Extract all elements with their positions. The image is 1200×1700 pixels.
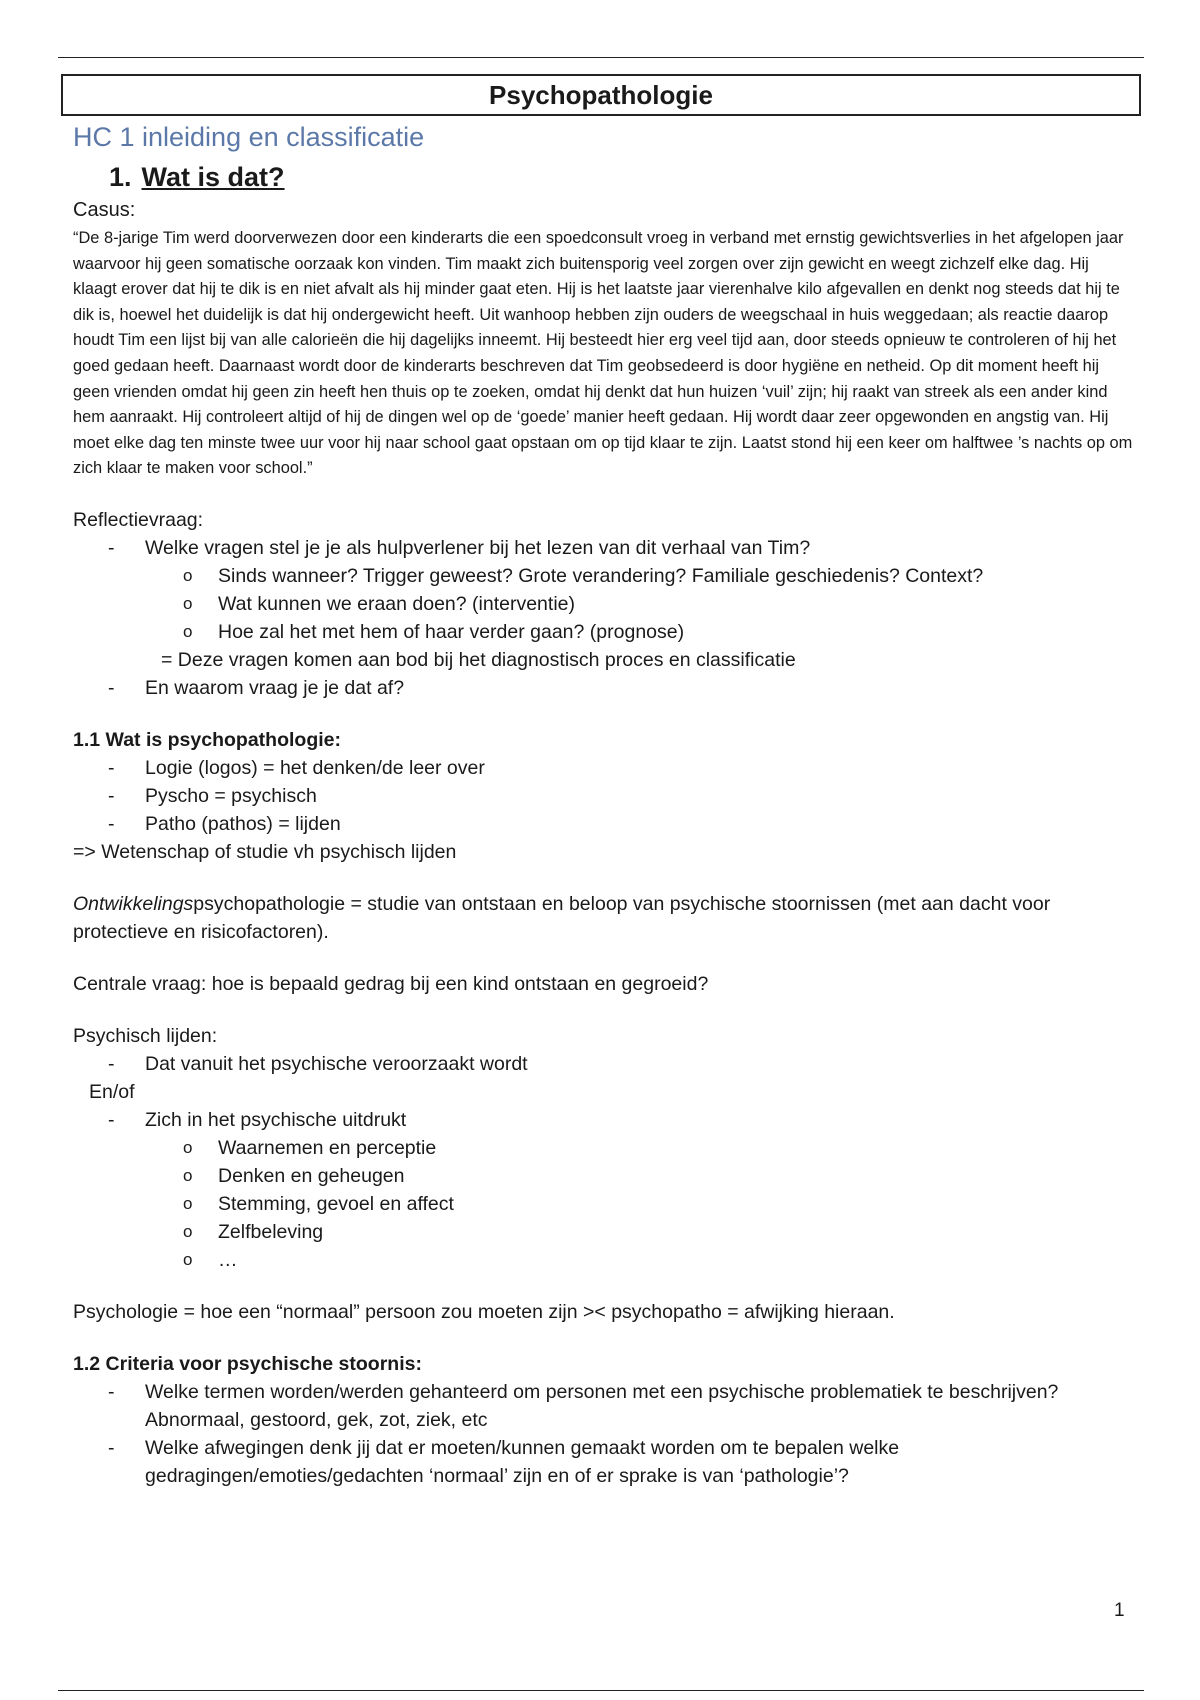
definition-item: Patho (pathos) = lijden bbox=[145, 812, 341, 835]
bottom-rule bbox=[58, 1690, 1144, 1691]
lijden-sub-item: Stemming, gevoel en affect bbox=[218, 1192, 454, 1215]
dash-bullet: - bbox=[108, 1436, 115, 1459]
reflectie-question-1: Welke vragen stel je je als hulpverlener bij het lezen van dit verhaal van Tim? bbox=[145, 536, 811, 559]
dash-bullet: - bbox=[108, 756, 115, 779]
list-item bbox=[73, 1190, 1137, 1218]
lijden-item: Zich in het psychische uitdrukt bbox=[145, 1108, 407, 1131]
criteria-item: Welke afwegingen denk jij dat er moeten/kunnen gemaakt worden om te bepalen welke gedragingen/emoties/gedachten ‘normaal’ zijn en of er sprake is van ‘pathologie’? bbox=[145, 1436, 900, 1487]
section-1-1-conclusion: => Wetenschap of studie vh psychisch lijden bbox=[73, 840, 457, 863]
document-body bbox=[73, 196, 1137, 1490]
circle-bullet: o bbox=[183, 621, 193, 641]
list-item bbox=[73, 1434, 1137, 1490]
lijden-label: Psychisch lijden: bbox=[73, 1024, 218, 1047]
section-1-2-heading: 1.2 Criteria voor psychische stoornis: bbox=[73, 1352, 422, 1375]
hc-heading: HC 1 inleiding en classificatie bbox=[73, 122, 425, 152]
page-number: 1 bbox=[1114, 1600, 1125, 1621]
circle-bullet: o bbox=[183, 1165, 193, 1185]
ontwikkelings-rest: psychopathologie = studie van ontstaan en beloop van psychische stoornissen (met aan dacht voor protectieve en risicofactoren). bbox=[73, 892, 1051, 943]
dash-bullet: - bbox=[108, 1380, 115, 1403]
lijden-sub-item: Waarnemen en perceptie bbox=[218, 1136, 437, 1159]
circle-bullet: o bbox=[183, 1221, 193, 1241]
list-item bbox=[73, 562, 1137, 590]
definition-item: Logie (logos) = het denken/de leer over bbox=[145, 756, 485, 779]
list-item bbox=[73, 810, 1137, 838]
list-item bbox=[73, 1106, 1137, 1134]
circle-bullet: o bbox=[183, 1193, 193, 1213]
casus-text: “De 8-jarige Tim werd doorverwezen door een kinderarts die een spoedconsult vroeg in verband met ernstig gewichtsverlies in het afgelopen jaar waarvoor hij geen somatische oorzaak kon vinden. Tim maakt zich buitensporig veel zorgen over zijn gewicht en weegt zichzelf elke dag. Hij klaagt erover dat hij te dik is en niet afvalt als hij minder gaat eten. Hij is het laatste jaar vierenhalve kilo afgevallen en denkt nog steeds dat hij te dik is, hoewel het duidelijk is dat hij ondergewicht heeft. Uit wanhoop hebben zijn ouders de weegschaal in huis weggedaan; als reactie daarop houdt Tim een lijst bij van alle calorieën die hij dagelijks inneemt. Hij besteedt hier erg veel tijd aan, door steeds opnieuw te controleren of hij het goed gedaan heeft. Daarnaast wordt door de kinderarts beschreven dat Tim geobsedeerd is door hygiëne en netheid. Op dit moment heeft hij geen vrienden omdat hij geen zin heeft hen thuis op te zoeken, omdat hij denkt dat hun huizen ‘vuil’ zijn; hij raakt van streek als een ander kind hem aanraakt. Hij controleert altijd of hij de dingen wel op de ‘goede’ manier heeft gedaan. Hij wordt daar zeer opgewonden en angstig van. Hij moet elke dag ten minste twee uur voor hij naar school gaat opstaan om op tijd klaar te zijn. Laatst stond hij een keer om halftwee ’s nachts op om zich klaar te maken voor school.” bbox=[73, 229, 1133, 478]
psychologie-line: Psychologie = hoe een “normaal” persoon zou moeten zijn >< psychopatho = afwijking hieraan. bbox=[73, 1300, 895, 1323]
ontwikkelings-paragraph bbox=[73, 890, 1137, 946]
document-title: Psychopathologie bbox=[61, 74, 1141, 116]
reflectie-conclusion: = Deze vragen komen aan bod bij het diagnostisch proces en classificatie bbox=[161, 648, 796, 671]
dash-bullet: - bbox=[108, 536, 115, 559]
spacer bbox=[73, 702, 1137, 726]
spacer bbox=[73, 998, 1137, 1022]
list-item bbox=[73, 782, 1137, 810]
lijden-sub-item: Zelfbeleving bbox=[218, 1220, 324, 1243]
list-item bbox=[73, 534, 1137, 562]
circle-bullet: o bbox=[183, 565, 193, 585]
list-item bbox=[73, 1246, 1137, 1274]
ontwikkelings-italic: Ontwikkelings bbox=[73, 892, 194, 915]
definition-item: Pyscho = psychisch bbox=[145, 784, 317, 807]
spacer bbox=[73, 946, 1137, 970]
dash-bullet: - bbox=[108, 1108, 115, 1131]
circle-bullet: o bbox=[183, 1249, 193, 1269]
circle-bullet: o bbox=[183, 593, 193, 613]
dash-bullet: - bbox=[108, 1052, 115, 1075]
spacer bbox=[73, 866, 1137, 890]
lijden-en-of: En/of bbox=[89, 1080, 135, 1103]
list-item bbox=[73, 754, 1137, 782]
list-item bbox=[73, 1134, 1137, 1162]
section-1-1-heading: 1.1 Wat is psychopathologie: bbox=[73, 728, 341, 751]
section-1-heading bbox=[109, 162, 285, 193]
reflectie-question-2: En waarom vraag je je dat af? bbox=[145, 676, 405, 699]
list-item bbox=[73, 1378, 1137, 1434]
top-rule bbox=[58, 57, 1144, 58]
list-item bbox=[73, 590, 1137, 618]
centrale-vraag: Centrale vraag: hoe is bepaald gedrag bij een kind ontstaan en gegroeid? bbox=[73, 972, 709, 995]
dash-bullet: - bbox=[108, 784, 115, 807]
reflectie-sub-item: Wat kunnen we eraan doen? (interventie) bbox=[218, 592, 575, 615]
lijden-sub-item: Denken en geheugen bbox=[218, 1164, 405, 1187]
lijden-sub-item: … bbox=[218, 1248, 238, 1271]
criteria-item: Welke termen worden/werden gehanteerd om personen met een psychische problematiek te beschrijven? Abnormaal, gestoord, gek, zot, ziek, etc bbox=[145, 1380, 1059, 1431]
casus-label: Casus: bbox=[73, 199, 136, 221]
list-item bbox=[73, 1162, 1137, 1190]
list-item bbox=[73, 1218, 1137, 1246]
reflectie-sub-item: Sinds wanneer? Trigger geweest? Grote verandering? Familiale geschiedenis? Context? bbox=[218, 564, 984, 587]
reflectie-label: Reflectievraag: bbox=[73, 508, 204, 531]
list-item bbox=[73, 618, 1137, 646]
lijden-item: Dat vanuit het psychische veroorzaakt wordt bbox=[145, 1052, 528, 1075]
dash-bullet: - bbox=[108, 812, 115, 835]
dash-bullet: - bbox=[108, 676, 115, 699]
spacer bbox=[73, 1326, 1137, 1350]
section-1-number: 1. bbox=[109, 162, 132, 192]
circle-bullet: o bbox=[183, 1137, 193, 1157]
list-item bbox=[73, 1050, 1137, 1078]
spacer bbox=[73, 1274, 1137, 1298]
reflectie-sub-item: Hoe zal het met hem of haar verder gaan? (prognose) bbox=[218, 620, 685, 643]
spacer bbox=[73, 482, 1137, 506]
list-item bbox=[73, 674, 1137, 702]
section-1-title: Wat is dat? bbox=[141, 162, 285, 192]
